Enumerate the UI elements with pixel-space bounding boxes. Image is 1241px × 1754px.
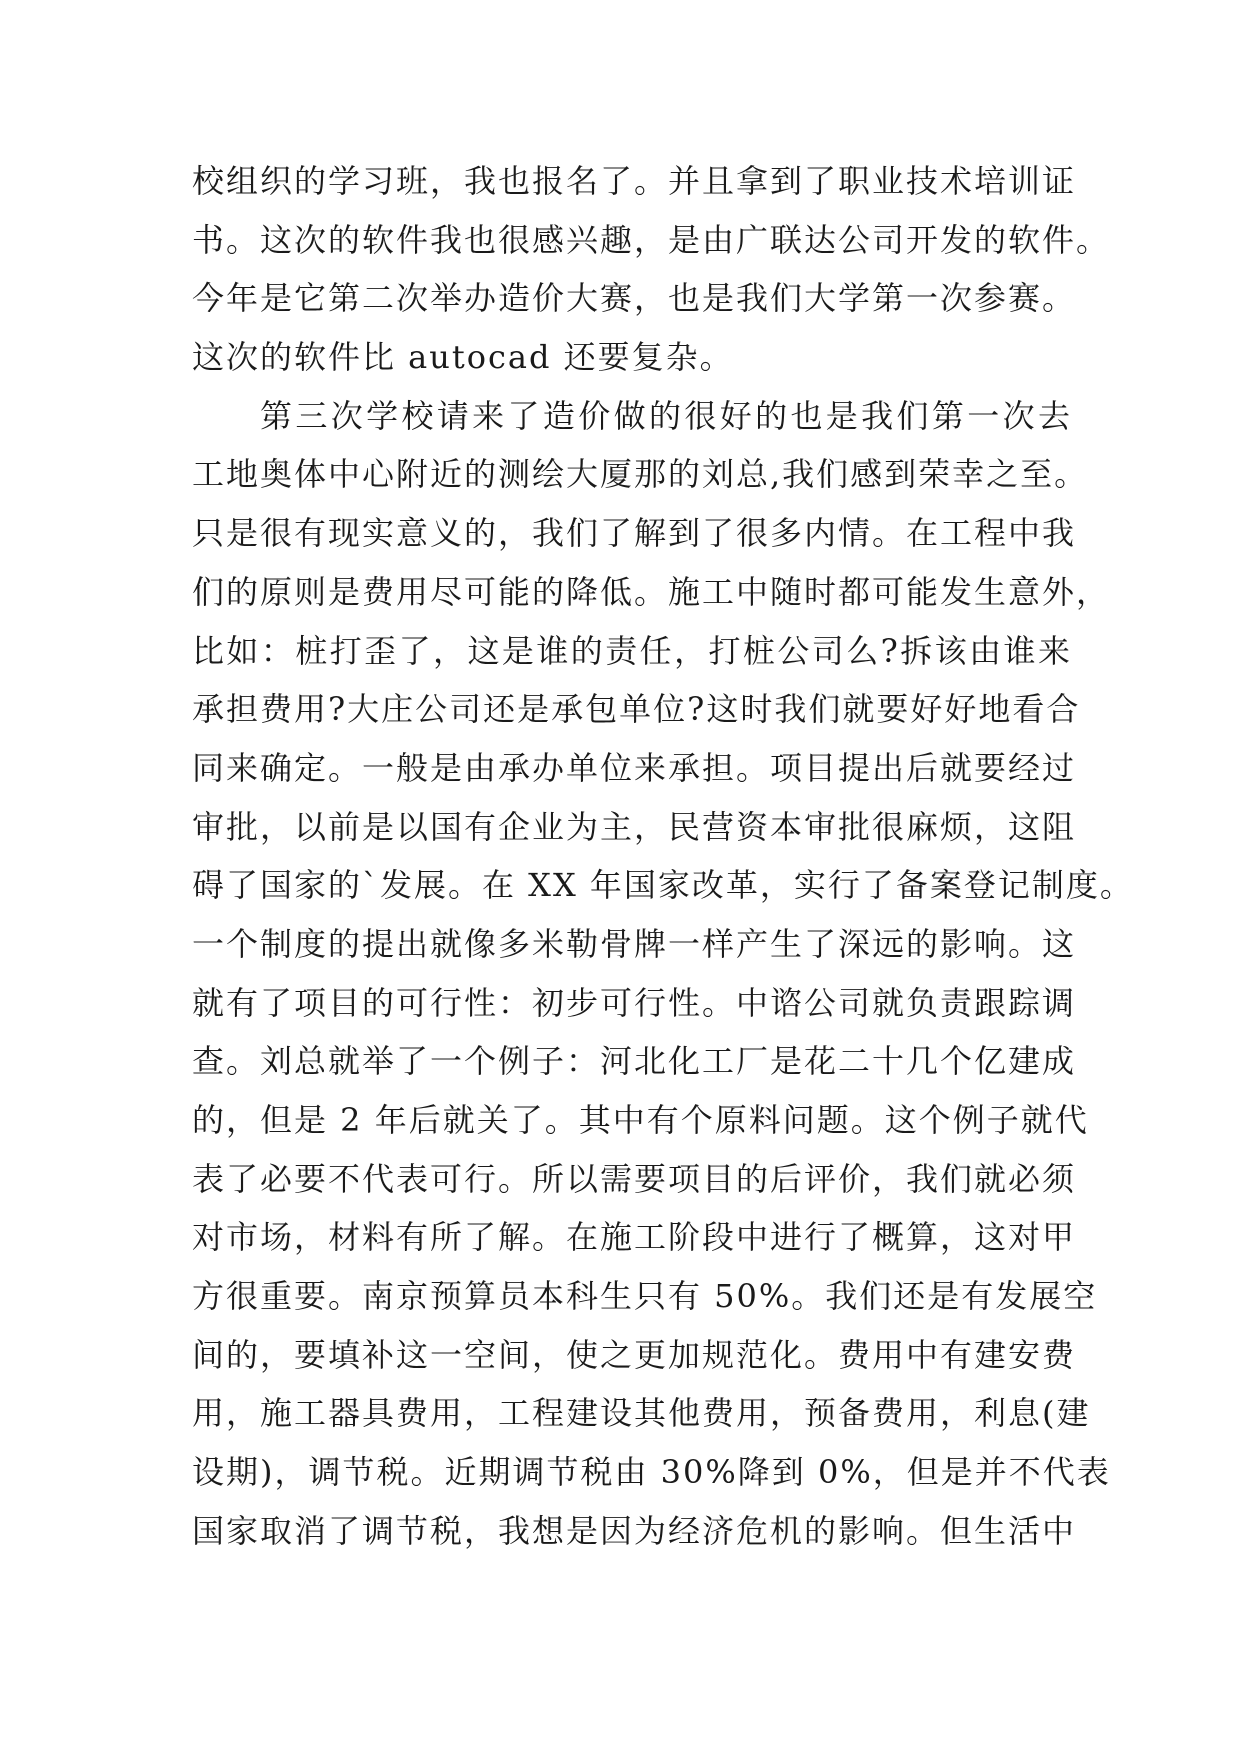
text-line: 碍了国家的`发展。在 XX 年国家改革，实行了备案登记制度。: [192, 866, 1134, 905]
paragraph: [192, 152, 1111, 387]
text-line: 校组织的学习班，我也报名了。并且拿到了职业技术培训证: [192, 162, 1077, 200]
text-line: 设期)，调节税。近期调节税由 30%降到 0%，但是并不代表: [192, 1453, 1111, 1492]
text-line: 一个制度的提出就像多米勒骨牌一样产生了深远的影响。这: [192, 924, 1077, 963]
text-line: 工地奥体中心附近的测绘大厦那的刘总,我们感到荣幸之至。: [192, 455, 1089, 494]
text-line: 们的原则是费用尽可能的降低。施工中随时都可能发生意外，: [192, 572, 1111, 611]
text-line: 书。这次的软件我也很感兴趣，是由广联达公司开发的软件。: [192, 220, 1111, 259]
text-line: 今年是它第二次举办造价大赛，也是我们大学第一次参赛。: [192, 279, 1077, 318]
text-line: 间的，要填补这一空间，使之更加规范化。费用中有建安费: [192, 1335, 1077, 1374]
text-line: 方很重要。南京预算员本科生只有 50%。我们还是有发展空: [192, 1277, 1098, 1316]
text-line: 这次的软件比 autocad 还要复杂。: [192, 338, 734, 377]
text-line: 查。刘总就举了一个例子：河北化工厂是花二十几个亿建成: [192, 1042, 1077, 1081]
text-line: 第三次学校请来了造价做的很好的也是我们第一次去: [260, 396, 1072, 435]
text-line: 就有了项目的可行性：初步可行性。中谘公司就负责跟踪调: [192, 983, 1077, 1022]
text-line: 比如：桩打歪了，这是谁的责任，打桩公司么?拆该由谁来: [192, 631, 1072, 670]
paragraph: [192, 387, 1134, 1561]
document-body: [192, 152, 1134, 1561]
text-line: 表了必要不代表可行。所以需要项目的后评价，我们就必须: [192, 1159, 1077, 1198]
text-line: 同来确定。一般是由承办单位来承担。项目提出后就要经过: [192, 748, 1077, 787]
text-line: 审批，以前是以国有企业为主，民营资本审批很麻烦，这阻: [192, 807, 1077, 846]
text-line: 对市场，材料有所了解。在施工阶段中进行了概算，这对甲: [192, 1218, 1077, 1257]
text-line: 只是很有现实意义的，我们了解到了很多内情。在工程中我: [192, 514, 1077, 553]
text-line: 的，但是 2 年后就关了。其中有个原料问题。这个例子就代: [192, 1101, 1089, 1139]
text-line: 承担费用?大庄公司还是承包单位?这时我们就要好好地看合: [192, 690, 1081, 729]
text-line: 用，施工器具费用，工程建设其他费用，预备费用，利息(建: [192, 1394, 1091, 1433]
text-line: 国家取消了调节税，我想是因为经济危机的影响。但生活中: [192, 1511, 1077, 1550]
